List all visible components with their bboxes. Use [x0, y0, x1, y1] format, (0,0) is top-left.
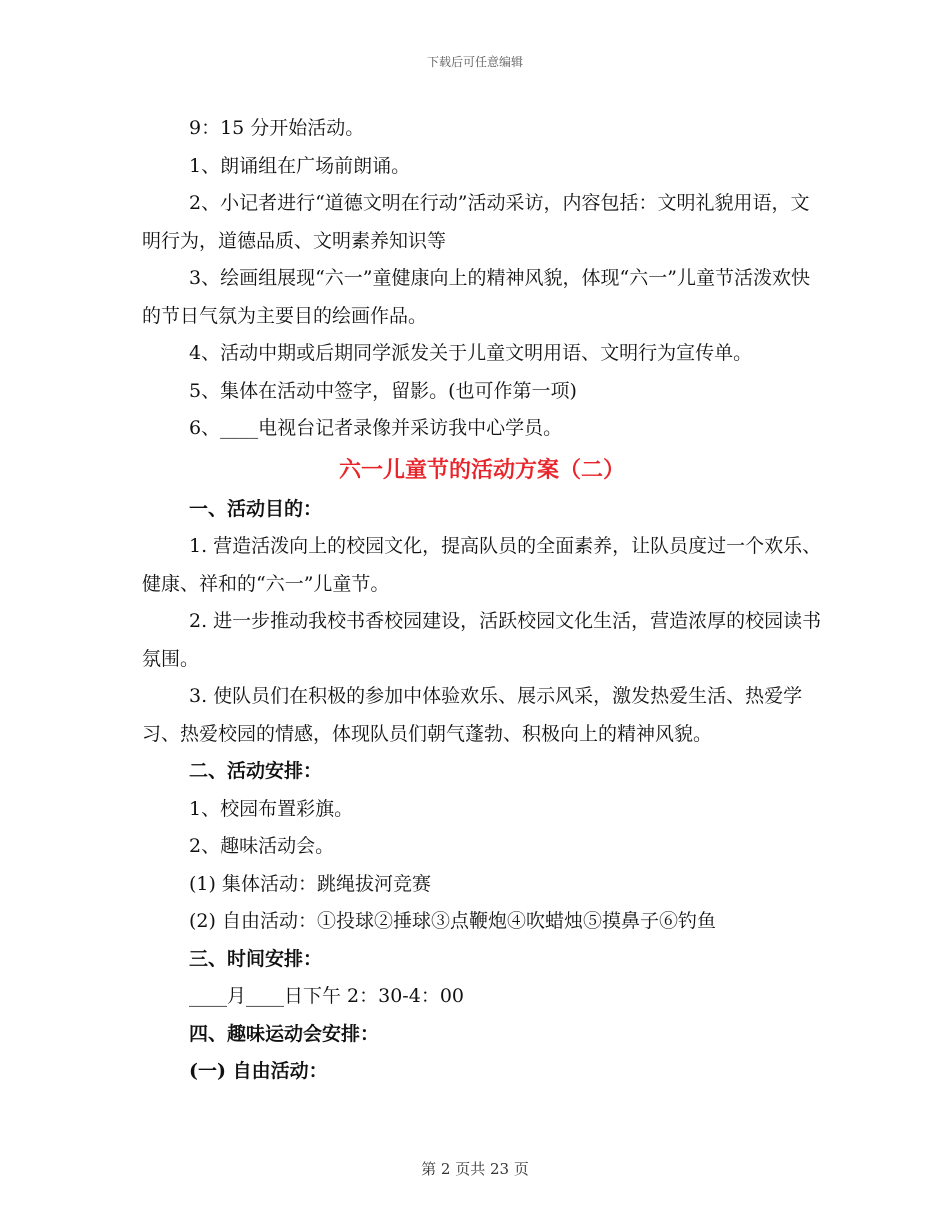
paragraph: 2、小记者进行“道德文明在行动”活动采访，内容包括：文明礼貌用语，文明行为，道德品质、文明素养知识等 — [142, 192, 810, 252]
paragraph: 9：15 分开始活动。 — [189, 117, 365, 139]
section-title: 六一儿童节的活动方案（二） — [338, 456, 625, 483]
document-body — [142, 110, 822, 1091]
paragraph: 3. 使队员们在积极的参加中体验欢乐、展示风采，激发热爱生活、热爱学习、热爱校园的情感，体现队员们朝气蓬勃、积极向上的精神风貌。 — [142, 685, 803, 745]
page-header: 下载后可任意编辑 — [426, 55, 523, 69]
paragraph: 3、绘画组展现“六一”童健康向上的精神风貌，体现“六一”儿童节活泼欢快的节日气氛为主要目的绘画作品。 — [142, 267, 810, 327]
list-item: (2) 自由活动：①投球②捶球③点鞭炮④吹蜡烛⑤摸鼻子⑥钓鱼 — [189, 910, 716, 932]
list-item: (1) 集体活动：跳绳拔河竞赛 — [189, 872, 431, 895]
paragraph: 1. 营造活泼向上的校园文化，提高队员的全面素养，让队员度过一个欢乐、健康、祥和的“六一”儿童节。 — [142, 535, 822, 595]
list-item: 1、校园布置彩旗。 — [189, 797, 354, 820]
paragraph: 6、____电视台记者录像并采访我中心学员。 — [189, 417, 563, 439]
paragraph: 2. 进一步推动我校书香校园建设，活跃校园文化生活，营造浓厚的校园读书氛围。 — [142, 610, 822, 670]
paragraph: 4、活动中期或后期同学派发关于儿童文明用语、文明行为宣传单。 — [189, 342, 753, 364]
list-item: 2、趣味活动会。 — [189, 835, 335, 857]
paragraph: 5、集体在活动中签字，留影。(也可作第一项) — [189, 379, 577, 402]
heading-fun-sports-arrangement: 四、趣味运动会安排： — [189, 1022, 380, 1045]
heading-free-activities: (一) 自由活动： — [189, 1060, 328, 1082]
paragraph: ____月____日下午 2：30-4：00 — [189, 985, 464, 1007]
heading-activity-goals: 一、活动目的： — [189, 497, 323, 520]
paragraph: 1、朗诵组在广场前朗诵。 — [189, 154, 411, 177]
page-footer: 第 2 页共 23 页 — [421, 1160, 529, 1178]
heading-time-arrangement: 三、时间安排： — [189, 947, 323, 970]
heading-activity-arrangement: 二、活动安排： — [189, 760, 323, 782]
